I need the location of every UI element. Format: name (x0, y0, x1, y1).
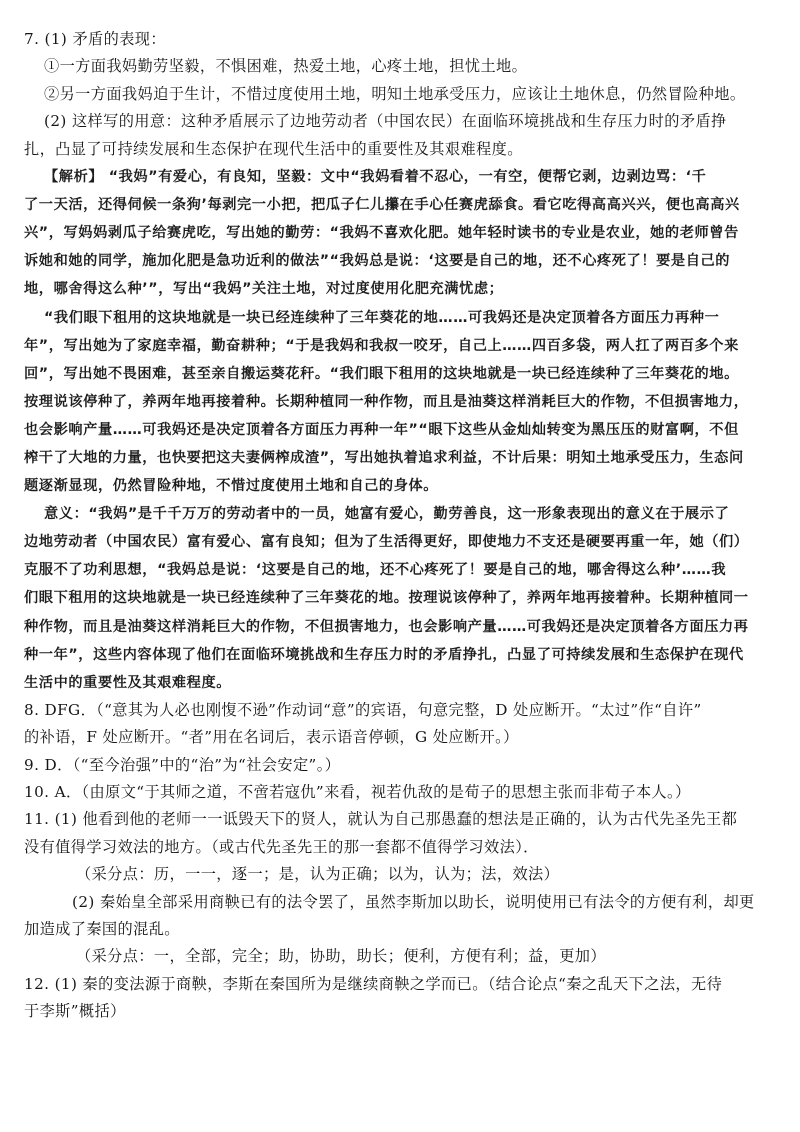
q11-scoring-1: （采分点：历，一一，逐一；是，认为正确；以为，认为；法，效法） (76, 865, 560, 884)
analysis-line: “我们眼下租用的这块地就是一块已经连续种了三年葵花的地……可我妈还是决定顶着各方面压力再种一 (44, 309, 720, 326)
analysis-line: 了一天活，还得伺候一条狗’每剥完一小把，把瓜子仁儿攥在手心任赛虎舔食。看它吃得高高兴兴，便也高高兴 (24, 197, 740, 214)
q11-scoring-2: （采分点：一，全部，完全；助，协助，助长；便利，方便有利；益，更加） (76, 947, 606, 966)
analysis-line: 边地劳动者（中国农民）富有爱心、富有良知；但为了生活得更好，即使地力不支还是硬要再重一年，她（们） (24, 534, 749, 551)
q11-part-1: 11. (1) 他看到他的老师一一诋毁天下的贤人，就认为自己那愚蠢的想法是正确的，认为古代先圣先王都 (24, 810, 738, 829)
q11-part-2-cont: 加造成了秦国的混乱。 (24, 920, 180, 939)
analysis-line: 按理说该停种了，养两年地再接着种。长期种植同一种作物，而且是油葵这样消耗巨大的作物，不但损害地力， (24, 393, 749, 410)
analysis-line: 生活中的重要性及其艰难程度。 (24, 674, 232, 691)
q7-heading: 7. (1) 矛盾的表现： (24, 30, 166, 48)
question-8 (24, 697, 778, 752)
analysis-line: 【解析】 “我妈”有爱心，有良知，坚毅：文中“我妈看着不忍心，一有空，便帮它剥，边剥边骂：‘千 (44, 169, 707, 186)
q8-answer-cont: 的补语，F 处应断开。“者”用在名词后，表示语音停顿，G 处应断开。） (24, 728, 519, 747)
q7-part-2: (2) 这样写的用意：这种矛盾展示了边地劳动者（中国农民）在面临环境挑战和生存压力时的矛盾挣 (44, 112, 727, 131)
analysis-line: 年”，写出她为了家庭幸福，勤奋耕种；“于是我妈和我叔一咬牙，自己上……四百多袋，两人扛了两百多个来 (24, 337, 739, 354)
question-12 (24, 971, 778, 1026)
analysis-line: 地，哪舍得这么种’”，写出“我妈”关注土地，对过度使用化肥充满忧虑； (24, 281, 504, 298)
question-11 (24, 806, 778, 970)
analysis-line: 种一年”，这些内容体现了他们在面临环境挑战和生存压力时的矛盾挣扎，凸显了可持续发展和生态保护在现代 (24, 646, 744, 663)
analysis-line: 诉她和她的同学，施加化肥是急功近利的做法”“我妈总是说：‘这要是自己的地，还不心疼死了！要是自己的 (24, 253, 731, 270)
analysis-line: 题逐渐显现，仍然冒险种地，不惜过度使用土地和自己的身体。 (24, 478, 439, 495)
analysis-line: 兴”，写妈妈剥瓜子给赛虎吃，写出她的勤劳：“我妈不喜欢化肥。她年轻时读书的专业是农业，她的老师曾告 (24, 225, 739, 242)
q11-part-2: (2) 秦始皇全部采用商鞅已有的法令罢了，虽然李斯加以助长，说明使用已有法令的方便有利，却更 (72, 892, 755, 911)
q7-point-1: ①一方面我妈勤劳坚毅，不惧困难，热爱土地，心疼土地，担忧土地。 (44, 57, 528, 76)
question-7 (24, 26, 778, 697)
q10-answer: 10. A．（由原文“于其师之道，不啻若寇仇”来看，视若仇敌的是荀子的思想主张而非荀子本人。） (24, 783, 691, 802)
q11-part-1-cont: 没有值得学习效法的地方。（或古代先圣先王的那一套都不值得学习效法）． (24, 837, 539, 856)
q7-part-2-cont: 扎，凸显了可持续发展和生态保护在现代生活中的重要性及其艰难程度。 (24, 139, 523, 158)
analysis-line: 意义：“我妈”是千千万万的劳动者中的一员，她富有爱心，勤劳善良，这一形象表现出的意义在于展示了 (44, 506, 730, 523)
q9-answer: 9. D．（“至今治强”中的“治”为“社会安定”。） (24, 755, 341, 774)
question-10 (24, 779, 778, 806)
analysis-line: 种作物，而且是油葵这样消耗巨大的作物，不但损害地力，也会影响产量……可我妈还是决定顶着各方面压力再 (24, 618, 749, 635)
analysis-line: 克服不了功利思想，“我妈总是说：‘这要是自己的地，还不心疼死了！要是自己的地，哪舍得这么种’……我 (24, 562, 727, 579)
q8-answer: 8. DFG．（“意其为人必也刚愎不逊”作动词“意”的宾语，句意完整，D 处应断开。“太过”作“自许” (24, 700, 702, 719)
question-9 (24, 752, 778, 779)
analysis-line: 也会影响产量……可我妈还是决定顶着各方面压力再种一年”“眼下这些从金灿灿转变为黑压压的财富啊，不但 (24, 421, 739, 438)
q7-analysis (24, 163, 778, 697)
q12-part-1: 12. (1) 秦的变法源于商鞅，李斯在秦国所为是继续商鞅之学而已。（结合论点“秦之乱天下之法，无待 (24, 974, 723, 993)
analysis-line: 们眼下租用的这块地就是一块已经连续种了三年葵花的地。按理说该停种了，养两年地再接着种。长期种植同一 (24, 590, 749, 607)
q12-part-1-cont: 于李斯”概括） (24, 1002, 126, 1021)
analysis-line: 回”，写出她不畏困难，甚至亲自搬运葵花秆。“我们眼下租用的这块地就是一块已经连续种了三年葵花的地。 (24, 365, 739, 382)
q7-point-2: ②另一方面我妈迫于生计，不惜过度使用土地，明知土地承受压力，应该让土地休息，仍然冒险种地。 (44, 84, 746, 103)
analysis-line: 榨干了大地的力量，也快要把这夫妻俩榨成渣”，写出她执着追求利益，不计后果：明知土地承受压力，生态问 (24, 449, 744, 466)
